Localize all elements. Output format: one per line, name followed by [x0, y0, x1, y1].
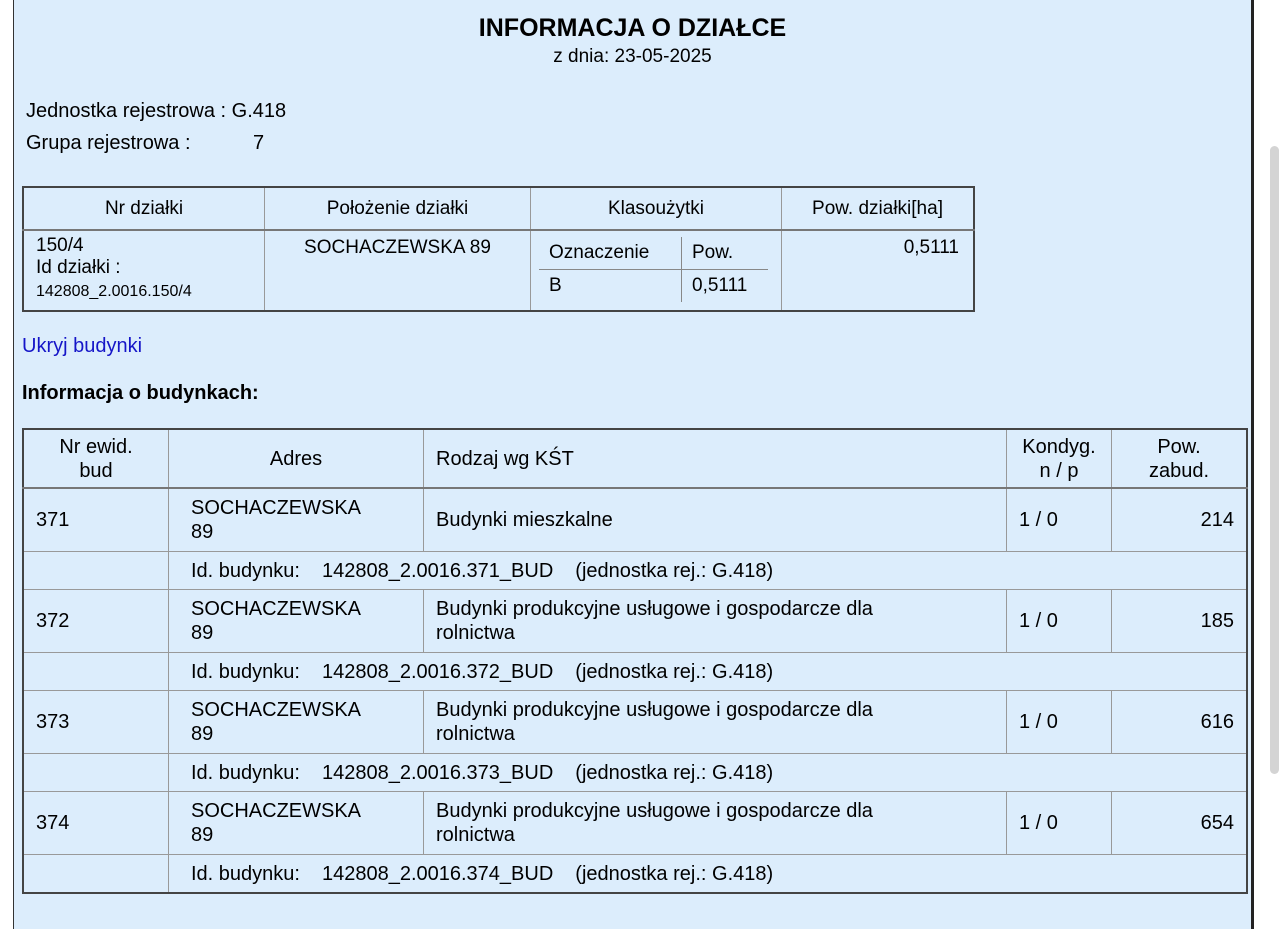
- registry-unit: [26, 100, 286, 123]
- table-row: [23, 792, 1247, 855]
- registry-unit-value: G.418: [231, 100, 287, 122]
- col-header-class: Klasoużytki: [531, 187, 782, 230]
- buildings-section-title: Informacja o budynkach:: [22, 382, 259, 404]
- building-floors: 1 / 0: [1007, 488, 1112, 552]
- parcel-row: [23, 230, 974, 311]
- building-id: Id. budynku: 142808_2.0016.374_BUD (jednostka rej.: G.418): [169, 855, 1248, 894]
- document-page: [13, 0, 1254, 929]
- col-header-floors: Kondyg. n / p: [1007, 429, 1112, 488]
- building-nr: 374: [23, 792, 169, 855]
- col-header-type: Rodzaj wg KŚT: [424, 429, 1007, 488]
- buildings-table-header: [23, 429, 1247, 488]
- report-date: z dnia: 23-05-2025: [553, 46, 712, 67]
- class-header-designation: Oznaczenie: [539, 237, 682, 270]
- building-address: SOCHACZEWSKA 89: [169, 792, 424, 855]
- building-area: 616: [1112, 691, 1248, 754]
- building-id: Id. budynku: 142808_2.0016.371_BUD (jednostka rej.: G.418): [169, 552, 1248, 590]
- building-floors: 1 / 0: [1007, 691, 1112, 754]
- parcel-location: SOCHACZEWSKA 89: [265, 230, 531, 311]
- building-type: Budynki produkcyjne usługowe i gospodarcze dla rolnictwa: [424, 792, 1007, 855]
- col-header-location: Położenie działki: [265, 187, 531, 230]
- parcel-nr: 150/4: [36, 235, 84, 256]
- building-id-row: [23, 855, 1247, 894]
- parcel-id-label: Id działki :: [36, 257, 121, 278]
- hide-buildings-link[interactable]: Ukryj budynki: [22, 335, 143, 357]
- class-area: 0,5111: [692, 275, 748, 296]
- scrollbar-thumb[interactable]: [1270, 146, 1279, 774]
- registry-group: [26, 132, 265, 155]
- col-header-building-nr: Nr ewid. bud: [23, 429, 169, 488]
- building-floors: 1 / 0: [1007, 590, 1112, 653]
- building-id: Id. budynku: 142808_2.0016.372_BUD (jednostka rej.: G.418): [169, 653, 1248, 691]
- col-header-built-area: Pow. zabud.: [1112, 429, 1248, 488]
- building-type: Budynki mieszkalne: [424, 488, 1007, 552]
- building-floors: 1 / 0: [1007, 792, 1112, 855]
- parcel-id-value: 142808_2.0016.150/4: [36, 283, 192, 300]
- building-address: SOCHACZEWSKA 89: [169, 488, 424, 552]
- col-header-area: Pow. działki[ha]: [782, 187, 975, 230]
- building-id-row: [23, 754, 1247, 792]
- buildings-table: [22, 428, 1248, 894]
- building-type: Budynki produkcyjne usługowe i gospodarcze dla rolnictwa: [424, 691, 1007, 754]
- building-area: 214: [1112, 488, 1248, 552]
- registry-group-value: 7: [253, 132, 265, 154]
- col-header-address: Adres: [169, 429, 424, 488]
- building-nr: 371: [23, 488, 169, 552]
- building-nr: 372: [23, 590, 169, 653]
- class-designation: B: [539, 270, 682, 303]
- class-header-area: Pow.: [682, 237, 769, 270]
- table-row: [23, 590, 1247, 653]
- building-id-row: [23, 552, 1247, 590]
- building-area: 654: [1112, 792, 1248, 855]
- building-address: SOCHACZEWSKA 89: [169, 691, 424, 754]
- parcel-nr-cell: [23, 230, 265, 311]
- parcel-class-cell: [531, 230, 782, 311]
- registry-unit-label: Jednostka rejestrowa :: [26, 100, 227, 122]
- table-row: [23, 691, 1247, 754]
- building-nr: 373: [23, 691, 169, 754]
- parcel-table-header: [23, 187, 974, 230]
- building-address: SOCHACZEWSKA 89: [169, 590, 424, 653]
- scrollbar-track[interactable]: [1254, 0, 1280, 929]
- table-row: [23, 488, 1247, 552]
- col-header-nr: Nr działki: [23, 187, 265, 230]
- building-area: 185: [1112, 590, 1248, 653]
- building-type: Budynki produkcyjne usługowe i gospodarcze dla rolnictwa: [424, 590, 1007, 653]
- parcel-area: 0,5111: [782, 230, 975, 311]
- registry-group-label: Grupa rejestrowa :: [26, 132, 191, 154]
- parcel-table: [22, 186, 975, 312]
- building-id: Id. budynku: 142808_2.0016.373_BUD (jednostka rej.: G.418): [169, 754, 1248, 792]
- building-id-row: [23, 653, 1247, 691]
- class-subtable: [539, 237, 768, 302]
- page-title: INFORMACJA O DZIAŁCE: [478, 14, 787, 42]
